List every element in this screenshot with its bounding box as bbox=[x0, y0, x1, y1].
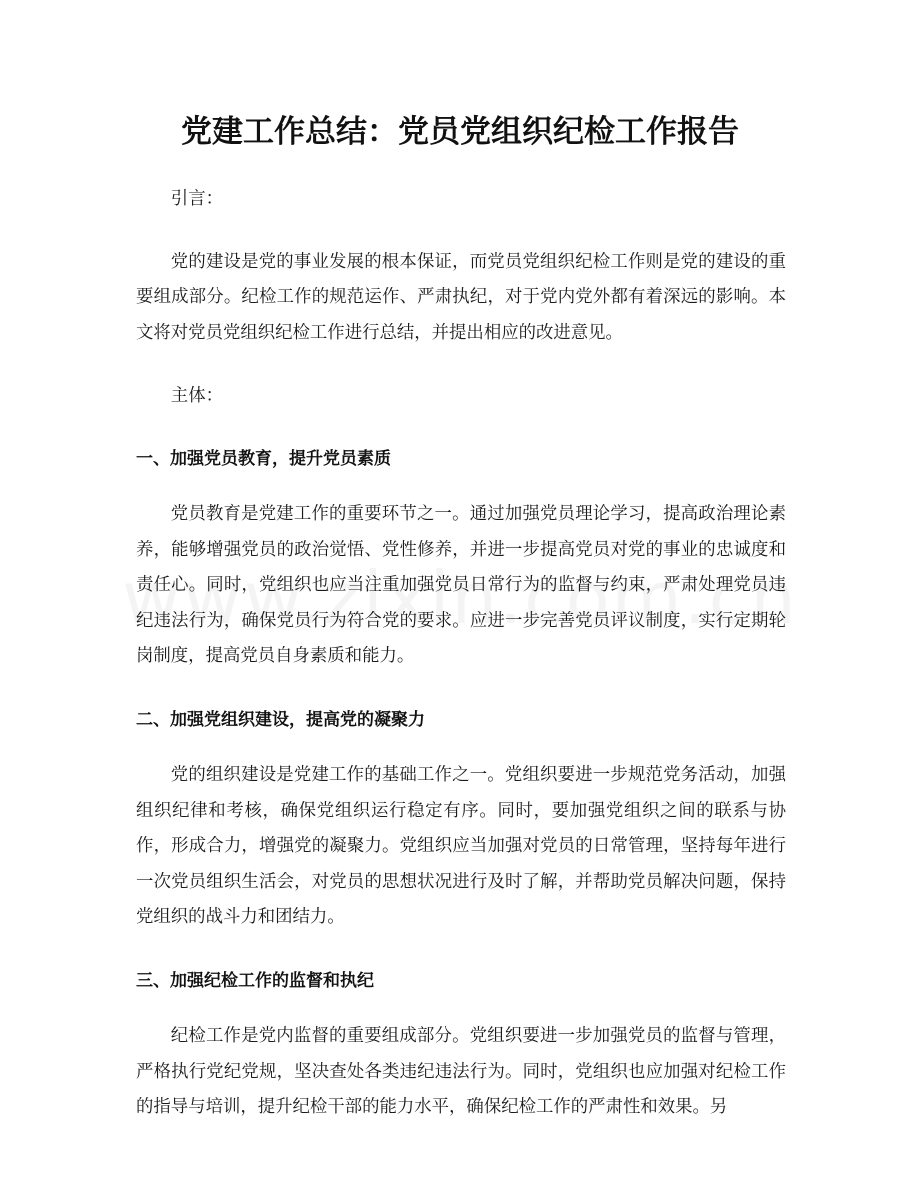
section bbox=[136, 964, 786, 1126]
document-title: 党建工作总结：党员党组织纪检工作报告 bbox=[181, 114, 739, 150]
section bbox=[136, 442, 786, 675]
section-paragraph: 党的组织建设是党建工作的基础工作之一。党组织要进一步规范党务活动，加强组织纪律和考核，确保党组织运行稳定有序。同时，要加强党组织之间的联系与协作，形成合力，增强党的凝聚力。党组织应当加强对党员的日常管理，坚持每年进行一次党员组织生活会，对党员的思想状况进行及时了解，并帮助党员解决问题，保持党组织的战斗力和团结力。 bbox=[136, 765, 786, 927]
intro-label: 引言： bbox=[170, 189, 223, 209]
body-label: 主体： bbox=[170, 386, 223, 406]
section-heading: 二、加强党组织建设，提高党的凝聚力 bbox=[136, 709, 425, 730]
section-heading: 三、加强纪检工作的监督和执纪 bbox=[136, 970, 374, 991]
section-paragraph: 党员教育是党建工作的重要环节之一。通过加强党员理论学习，提高政治理论素养，能够增强党员的政治觉悟、党性修养，并进一步提高党员对党的事业的忠诚度和责任心。同时，党组织也应当注重加强党员日常行为的监督与约束，严肃处理党员违纪违法行为，确保党员行为符合党的要求。应进一步完善党员评议制度，实行定期轮岗制度，提高党员自身素质和能力。 bbox=[136, 504, 786, 666]
section-paragraph: 纪检工作是党内监督的重要组成部分。党组织要进一步加强党员的监督与管理，严格执行党纪党规，坚决查处各类违纪违法行为。同时，党组织也应加强对纪检工作的指导与培训，提升纪检干部的能力水平，确保纪检工作的严肃性和效果。另 bbox=[136, 1026, 786, 1117]
section bbox=[136, 703, 786, 936]
document-body bbox=[136, 182, 786, 1154]
section-heading: 一、加强党员教育，提升党员素质 bbox=[136, 448, 391, 469]
intro-paragraph: 党的建设是党的事业发展的根本保证，而党员党组织纪检工作则是党的建设的重要组成部分。纪检工作的规范运作、严肃执纪，对于党内党外都有着深远的影响。本文将对党员党组织纪检工作进行总结，并提出相应的改进意见。 bbox=[136, 251, 786, 343]
